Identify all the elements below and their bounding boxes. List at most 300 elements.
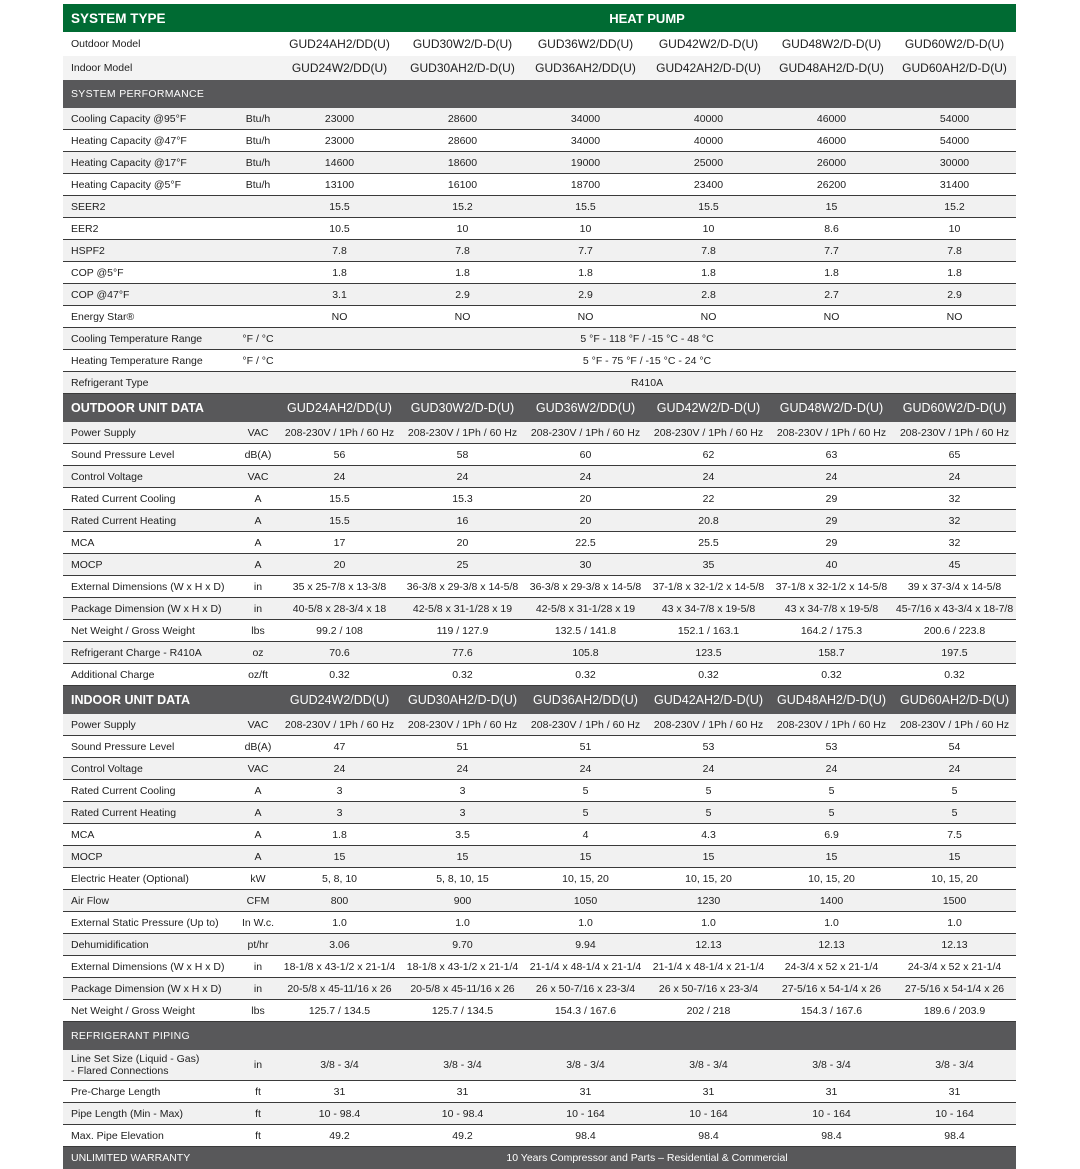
cell-value: 164.2 / 175.3: [770, 620, 893, 642]
refrigerant-type-row: [63, 372, 1016, 394]
cell-value: 12.13: [893, 934, 1016, 956]
cell-value: 123.5: [647, 642, 770, 664]
outdoor-model: GUD60W2/D-D(U): [893, 32, 1016, 56]
row-unit: CFM: [238, 890, 278, 912]
cell-value: 158.7: [770, 642, 893, 664]
cell-value: 3: [401, 802, 524, 824]
cell-value: 208-230V / 1Ph / 60 Hz: [524, 714, 647, 736]
outdoor-row: [63, 444, 1016, 466]
cell-value: 28600: [401, 108, 524, 130]
cell-value: 98.4: [524, 1125, 647, 1147]
cell-value: 2.8: [647, 284, 770, 306]
refrigerant-piping-header: [63, 1022, 1016, 1051]
spec-table: [63, 4, 1016, 1169]
performance-row: [63, 108, 1016, 130]
row-label: Net Weight / Gross Weight: [63, 1000, 238, 1022]
section-model: GUD60AH2/D-D(U): [893, 686, 1016, 715]
cell-value: 27-5/16 x 54-1/4 x 26: [770, 978, 893, 1000]
cell-value: 31400: [893, 174, 1016, 196]
cell-value: 1500: [893, 890, 1016, 912]
outdoor-row: [63, 576, 1016, 598]
row-label: Electric Heater (Optional): [63, 868, 238, 890]
cell-value: 56: [278, 444, 401, 466]
row-unit: [238, 306, 278, 328]
section-title: SYSTEM PERFORMANCE: [63, 80, 1016, 108]
cell-value: 2.7: [770, 284, 893, 306]
spec-sheet: [63, 4, 1016, 1169]
section-title: OUTDOOR UNIT DATA: [63, 394, 278, 423]
row-unit: VAC: [238, 466, 278, 488]
cell-value: 5, 8, 10: [278, 868, 401, 890]
cell-value: 24-3/4 x 52 x 21-1/4: [770, 956, 893, 978]
row-unit: dB(A): [238, 736, 278, 758]
row-unit: A: [238, 532, 278, 554]
section-model: GUD30AH2/D-D(U): [401, 686, 524, 715]
cell-value: 54000: [893, 130, 1016, 152]
cell-value: 31: [893, 1081, 1016, 1103]
cell-value: 10 - 164: [524, 1103, 647, 1125]
section-model: GUD36W2/DD(U): [524, 394, 647, 423]
cell-value: 119 / 127.9: [401, 620, 524, 642]
row-unit: ft: [238, 1081, 278, 1103]
indoor-row: [63, 714, 1016, 736]
row-unit: A: [238, 554, 278, 576]
cell-value: 26 x 50-7/16 x 23-3/4: [647, 978, 770, 1000]
cell-value: 5: [893, 780, 1016, 802]
cell-value: 18700: [524, 174, 647, 196]
outdoor-row: [63, 554, 1016, 576]
cell-value: 7.7: [524, 240, 647, 262]
cell-value: 208-230V / 1Ph / 60 Hz: [278, 714, 401, 736]
cell-value: 208-230V / 1Ph / 60 Hz: [893, 422, 1016, 444]
cell-value: 125.7 / 134.5: [401, 1000, 524, 1022]
row-unit: A: [238, 780, 278, 802]
row-label: Refrigerant Charge - R410A: [63, 642, 238, 664]
cell-value: 19000: [524, 152, 647, 174]
cell-value: 32: [893, 488, 1016, 510]
cell-value: 40000: [647, 130, 770, 152]
cell-value: 49.2: [401, 1125, 524, 1147]
cell-value: 16: [401, 510, 524, 532]
indoor-row: [63, 890, 1016, 912]
row-label: Rated Current Cooling: [63, 488, 238, 510]
cell-value: 4: [524, 824, 647, 846]
cell-value: 5: [524, 802, 647, 824]
cell-value: 43 x 34-7/8 x 19-5/8: [647, 598, 770, 620]
cell-value: 1.0: [278, 912, 401, 934]
cell-value: 154.3 / 167.6: [524, 1000, 647, 1022]
cell-value: 16100: [401, 174, 524, 196]
cell-value: 5: [770, 802, 893, 824]
cell-value: 3/8 - 3/4: [770, 1050, 893, 1081]
cell-value: 0.32: [893, 664, 1016, 686]
warranty-label: UNLIMITED WARRANTY: [63, 1147, 278, 1169]
cell-value: 40000: [647, 108, 770, 130]
cell-value: 7.8: [401, 240, 524, 262]
row-label: Cooling Temperature Range: [63, 328, 238, 350]
cell-value: 5: [770, 780, 893, 802]
cell-value: 36-3/8 x 29-3/8 x 14-5/8: [524, 576, 647, 598]
row-label: Rated Current Cooling: [63, 780, 238, 802]
spec-table-body: [63, 4, 1016, 1169]
row-label: Package Dimension (W x H x D): [63, 598, 238, 620]
cell-value: 77.6: [401, 642, 524, 664]
row-label: Heating Capacity @5°F: [63, 174, 238, 196]
row-unit: in: [238, 598, 278, 620]
cell-value: 15.5: [278, 488, 401, 510]
cell-value: 24: [524, 466, 647, 488]
cell-value: 10: [401, 218, 524, 240]
cell-value: 45: [893, 554, 1016, 576]
row-label: SEER2: [63, 196, 238, 218]
cell-value: 3/8 - 3/4: [401, 1050, 524, 1081]
row-label: MCA: [63, 824, 238, 846]
cell-value: 46000: [770, 108, 893, 130]
cell-value: 31: [401, 1081, 524, 1103]
outdoor-model-label: Outdoor Model: [63, 32, 278, 56]
cell-value: 20: [524, 510, 647, 532]
line-set-label-2: - Flared Connections: [71, 1065, 238, 1077]
indoor-row: [63, 956, 1016, 978]
row-unit: A: [238, 802, 278, 824]
row-unit: A: [238, 846, 278, 868]
outdoor-model: GUD48W2/D-D(U): [770, 32, 893, 56]
outdoor-row: [63, 620, 1016, 642]
system-type-label: SYSTEM TYPE: [63, 4, 278, 32]
row-label: Energy Star®: [63, 306, 238, 328]
row-unit: °F / °C: [238, 328, 278, 350]
cell-value: 24: [401, 466, 524, 488]
cell-value: 1.8: [278, 262, 401, 284]
indoor-model: GUD24W2/DD(U): [278, 56, 401, 80]
row-label: Dehumidification: [63, 934, 238, 956]
performance-row: [63, 240, 1016, 262]
row-label: External Dimensions (W x H x D): [63, 956, 238, 978]
outdoor-row: [63, 642, 1016, 664]
cell-value: 1.8: [278, 824, 401, 846]
row-unit: Btu/h: [238, 152, 278, 174]
cell-value: 4.3: [647, 824, 770, 846]
outdoor-row: [63, 510, 1016, 532]
cell-value: 99.2 / 108: [278, 620, 401, 642]
cell-value: 15.5: [278, 510, 401, 532]
cell-value: 208-230V / 1Ph / 60 Hz: [893, 714, 1016, 736]
row-unit: [238, 196, 278, 218]
cell-value: 189.6 / 203.9: [893, 1000, 1016, 1022]
cell-value: 63: [770, 444, 893, 466]
cell-value: 10.5: [278, 218, 401, 240]
cell-value: 3: [278, 780, 401, 802]
cell-value: 34000: [524, 108, 647, 130]
row-label: Sound Pressure Level: [63, 444, 238, 466]
cell-value: 28600: [401, 130, 524, 152]
indoor-row: [63, 934, 1016, 956]
warranty-value: 10 Years Compressor and Parts – Residential & Commercial: [278, 1147, 1016, 1169]
row-unit: [238, 284, 278, 306]
cell-value: 20-5/8 x 45-11/16 x 26: [278, 978, 401, 1000]
cell-value: 5: [647, 802, 770, 824]
cell-value: 24: [770, 466, 893, 488]
performance-row: [63, 284, 1016, 306]
row-label: Pre-Charge Length: [63, 1081, 238, 1103]
spanned-value: 5 °F - 75 °F / -15 °C - 24 °C: [278, 350, 1016, 372]
indoor-row: [63, 912, 1016, 934]
cell-value: 15: [401, 846, 524, 868]
cell-value: 3/8 - 3/4: [893, 1050, 1016, 1081]
row-label: Max. Pipe Elevation: [63, 1125, 238, 1147]
piping-row: [63, 1125, 1016, 1147]
cell-value: 54000: [893, 108, 1016, 130]
row-unit: in: [238, 978, 278, 1000]
cell-value: 18-1/8 x 43-1/2 x 21-1/4: [401, 956, 524, 978]
outdoor-row: [63, 664, 1016, 686]
cell-value: 98.4: [647, 1125, 770, 1147]
indoor-row: [63, 978, 1016, 1000]
cell-value: 31: [770, 1081, 893, 1103]
cell-value: 25000: [647, 152, 770, 174]
cell-value: 3/8 - 3/4: [647, 1050, 770, 1081]
cell-value: 7.5: [893, 824, 1016, 846]
section-model: GUD42AH2/D-D(U): [647, 686, 770, 715]
cell-value: 7.8: [278, 240, 401, 262]
row-unit: ft: [238, 1103, 278, 1125]
indoor-row: [63, 1000, 1016, 1022]
cell-value: 30: [524, 554, 647, 576]
cell-value: 14600: [278, 152, 401, 174]
cell-value: 8.6: [770, 218, 893, 240]
cell-value: 32: [893, 532, 1016, 554]
cell-value: 24: [770, 758, 893, 780]
cell-value: 37-1/8 x 32-1/2 x 14-5/8: [647, 576, 770, 598]
cell-value: 10, 15, 20: [893, 868, 1016, 890]
cell-value: 30000: [893, 152, 1016, 174]
row-unit: lbs: [238, 620, 278, 642]
cell-value: 208-230V / 1Ph / 60 Hz: [401, 714, 524, 736]
row-unit: Btu/h: [238, 174, 278, 196]
cell-value: 27-5/16 x 54-1/4 x 26: [893, 978, 1016, 1000]
cell-value: 46000: [770, 130, 893, 152]
row-label: Power Supply: [63, 422, 238, 444]
cell-value: 13100: [278, 174, 401, 196]
cell-value: 31: [647, 1081, 770, 1103]
performance-row: [63, 262, 1016, 284]
row-unit: A: [238, 510, 278, 532]
cell-value: 23000: [278, 108, 401, 130]
indoor-row: [63, 824, 1016, 846]
cell-value: 31: [278, 1081, 401, 1103]
cell-value: 24: [278, 758, 401, 780]
row-label: MOCP: [63, 846, 238, 868]
cell-value: 36-3/8 x 29-3/8 x 14-5/8: [401, 576, 524, 598]
row-label: Net Weight / Gross Weight: [63, 620, 238, 642]
row-label: Package Dimension (W x H x D): [63, 978, 238, 1000]
cell-value: 208-230V / 1Ph / 60 Hz: [524, 422, 647, 444]
cell-value: 26 x 50-7/16 x 23-3/4: [524, 978, 647, 1000]
cell-value: 53: [770, 736, 893, 758]
row-unit: In W.c.: [238, 912, 278, 934]
cell-value: 51: [524, 736, 647, 758]
spanned-value: R410A: [278, 372, 1016, 394]
cell-value: 1.0: [401, 912, 524, 934]
cell-value: 1.8: [893, 262, 1016, 284]
cell-value: 24: [401, 758, 524, 780]
cell-value: 20: [401, 532, 524, 554]
outdoor-model: GUD24AH2/DD(U): [278, 32, 401, 56]
indoor-row: [63, 846, 1016, 868]
cell-value: 20-5/8 x 45-11/16 x 26: [401, 978, 524, 1000]
row-label: Rated Current Heating: [63, 802, 238, 824]
indoor-model-row: [63, 56, 1016, 80]
cell-value: 18-1/8 x 43-1/2 x 21-1/4: [278, 956, 401, 978]
line-set-row: [63, 1050, 1016, 1081]
outdoor-model: GUD30W2/D-D(U): [401, 32, 524, 56]
cell-value: 15.5: [647, 196, 770, 218]
cell-value: 2.9: [401, 284, 524, 306]
cell-value: 26200: [770, 174, 893, 196]
cell-value: 3.06: [278, 934, 401, 956]
row-label: External Dimensions (W x H x D): [63, 576, 238, 598]
cell-value: 10: [647, 218, 770, 240]
row-unit: [238, 240, 278, 262]
cell-value: 24: [278, 466, 401, 488]
cell-value: 1.8: [647, 262, 770, 284]
row-label: Rated Current Heating: [63, 510, 238, 532]
cell-value: 197.5: [893, 642, 1016, 664]
performance-row: [63, 306, 1016, 328]
row-unit: oz/ft: [238, 664, 278, 686]
cell-value: 29: [770, 488, 893, 510]
cell-value: 40: [770, 554, 893, 576]
section-model: GUD24AH2/DD(U): [278, 394, 401, 423]
row-label: MCA: [63, 532, 238, 554]
indoor-row: [63, 780, 1016, 802]
cooling-temp-range-row: [63, 328, 1016, 350]
row-unit: in: [238, 956, 278, 978]
row-label: Heating Capacity @47°F: [63, 130, 238, 152]
cell-value: 1.8: [401, 262, 524, 284]
cell-value: 10: [893, 218, 1016, 240]
cell-value: 0.32: [770, 664, 893, 686]
indoor-unit-header: [63, 686, 1016, 715]
cell-value: 45-7/16 x 43-3/4 x 18-7/8: [893, 598, 1016, 620]
cell-value: 10 - 164: [893, 1103, 1016, 1125]
row-label: Power Supply: [63, 714, 238, 736]
row-unit: ft: [238, 1125, 278, 1147]
cell-value: 10: [524, 218, 647, 240]
indoor-model: GUD48AH2/D-D(U): [770, 56, 893, 80]
cell-value: 9.70: [401, 934, 524, 956]
outdoor-unit-header: [63, 394, 1016, 423]
cell-value: 62: [647, 444, 770, 466]
row-label: Control Voltage: [63, 758, 238, 780]
cell-value: 17: [278, 532, 401, 554]
cell-value: 10 - 98.4: [278, 1103, 401, 1125]
cell-value: 202 / 218: [647, 1000, 770, 1022]
cell-value: 42-5/8 x 31-1/28 x 19: [401, 598, 524, 620]
cell-value: 7.8: [893, 240, 1016, 262]
row-label: Sound Pressure Level: [63, 736, 238, 758]
cell-value: NO: [770, 306, 893, 328]
row-unit: dB(A): [238, 444, 278, 466]
section-title: INDOOR UNIT DATA: [63, 686, 278, 715]
cell-value: 10, 15, 20: [770, 868, 893, 890]
row-label: COP @47°F: [63, 284, 238, 306]
cell-value: 1.0: [647, 912, 770, 934]
indoor-model-label: Indoor Model: [63, 56, 278, 80]
row-unit: Btu/h: [238, 108, 278, 130]
indoor-model: GUD42AH2/D-D(U): [647, 56, 770, 80]
cell-value: 25.5: [647, 532, 770, 554]
cell-value: 51: [401, 736, 524, 758]
row-unit: [238, 372, 278, 394]
cell-value: 20: [278, 554, 401, 576]
cell-value: 1.0: [893, 912, 1016, 934]
cell-value: NO: [278, 306, 401, 328]
cell-value: 1.0: [770, 912, 893, 934]
cell-value: 105.8: [524, 642, 647, 664]
cell-value: 900: [401, 890, 524, 912]
row-unit: °F / °C: [238, 350, 278, 372]
cell-value: 24: [647, 466, 770, 488]
cell-value: 15: [647, 846, 770, 868]
cell-value: 42-5/8 x 31-1/28 x 19: [524, 598, 647, 620]
cell-value: 12.13: [647, 934, 770, 956]
cell-value: 60: [524, 444, 647, 466]
row-label: [63, 1050, 238, 1081]
line-set-label-1: Line Set Size (Liquid - Gas): [71, 1053, 238, 1065]
cell-value: 1.8: [770, 262, 893, 284]
indoor-row: [63, 736, 1016, 758]
row-label: Air Flow: [63, 890, 238, 912]
row-unit: A: [238, 488, 278, 510]
row-unit: in: [238, 576, 278, 598]
row-label: HSPF2: [63, 240, 238, 262]
indoor-row: [63, 868, 1016, 890]
section-model: GUD48AH2/D-D(U): [770, 686, 893, 715]
cell-value: 35 x 25-7/8 x 13-3/8: [278, 576, 401, 598]
cell-value: 132.5 / 141.8: [524, 620, 647, 642]
cell-value: 3/8 - 3/4: [278, 1050, 401, 1081]
row-label: EER2: [63, 218, 238, 240]
cell-value: 24: [524, 758, 647, 780]
row-label: Control Voltage: [63, 466, 238, 488]
cell-value: 15.2: [401, 196, 524, 218]
cell-value: 22.5: [524, 532, 647, 554]
piping-row: [63, 1103, 1016, 1125]
section-model: GUD36AH2/DD(U): [524, 686, 647, 715]
section-model: GUD42W2/D-D(U): [647, 394, 770, 423]
cell-value: 7.8: [647, 240, 770, 262]
outdoor-model: GUD42W2/D-D(U): [647, 32, 770, 56]
row-unit: lbs: [238, 1000, 278, 1022]
cell-value: 58: [401, 444, 524, 466]
cell-value: 24: [893, 758, 1016, 780]
cell-value: NO: [893, 306, 1016, 328]
cell-value: 10 - 164: [647, 1103, 770, 1125]
heating-temp-range-row: [63, 350, 1016, 372]
cell-value: 43 x 34-7/8 x 19-5/8: [770, 598, 893, 620]
cell-value: 12.13: [770, 934, 893, 956]
row-label: Additional Charge: [63, 664, 238, 686]
cell-value: 5: [893, 802, 1016, 824]
cell-value: 40-5/8 x 28-3/4 x 18: [278, 598, 401, 620]
cell-value: 1230: [647, 890, 770, 912]
cell-value: 15: [278, 846, 401, 868]
cell-value: 2.9: [524, 284, 647, 306]
cell-value: 6.9: [770, 824, 893, 846]
cell-value: 10, 15, 20: [647, 868, 770, 890]
cell-value: 2.9: [893, 284, 1016, 306]
